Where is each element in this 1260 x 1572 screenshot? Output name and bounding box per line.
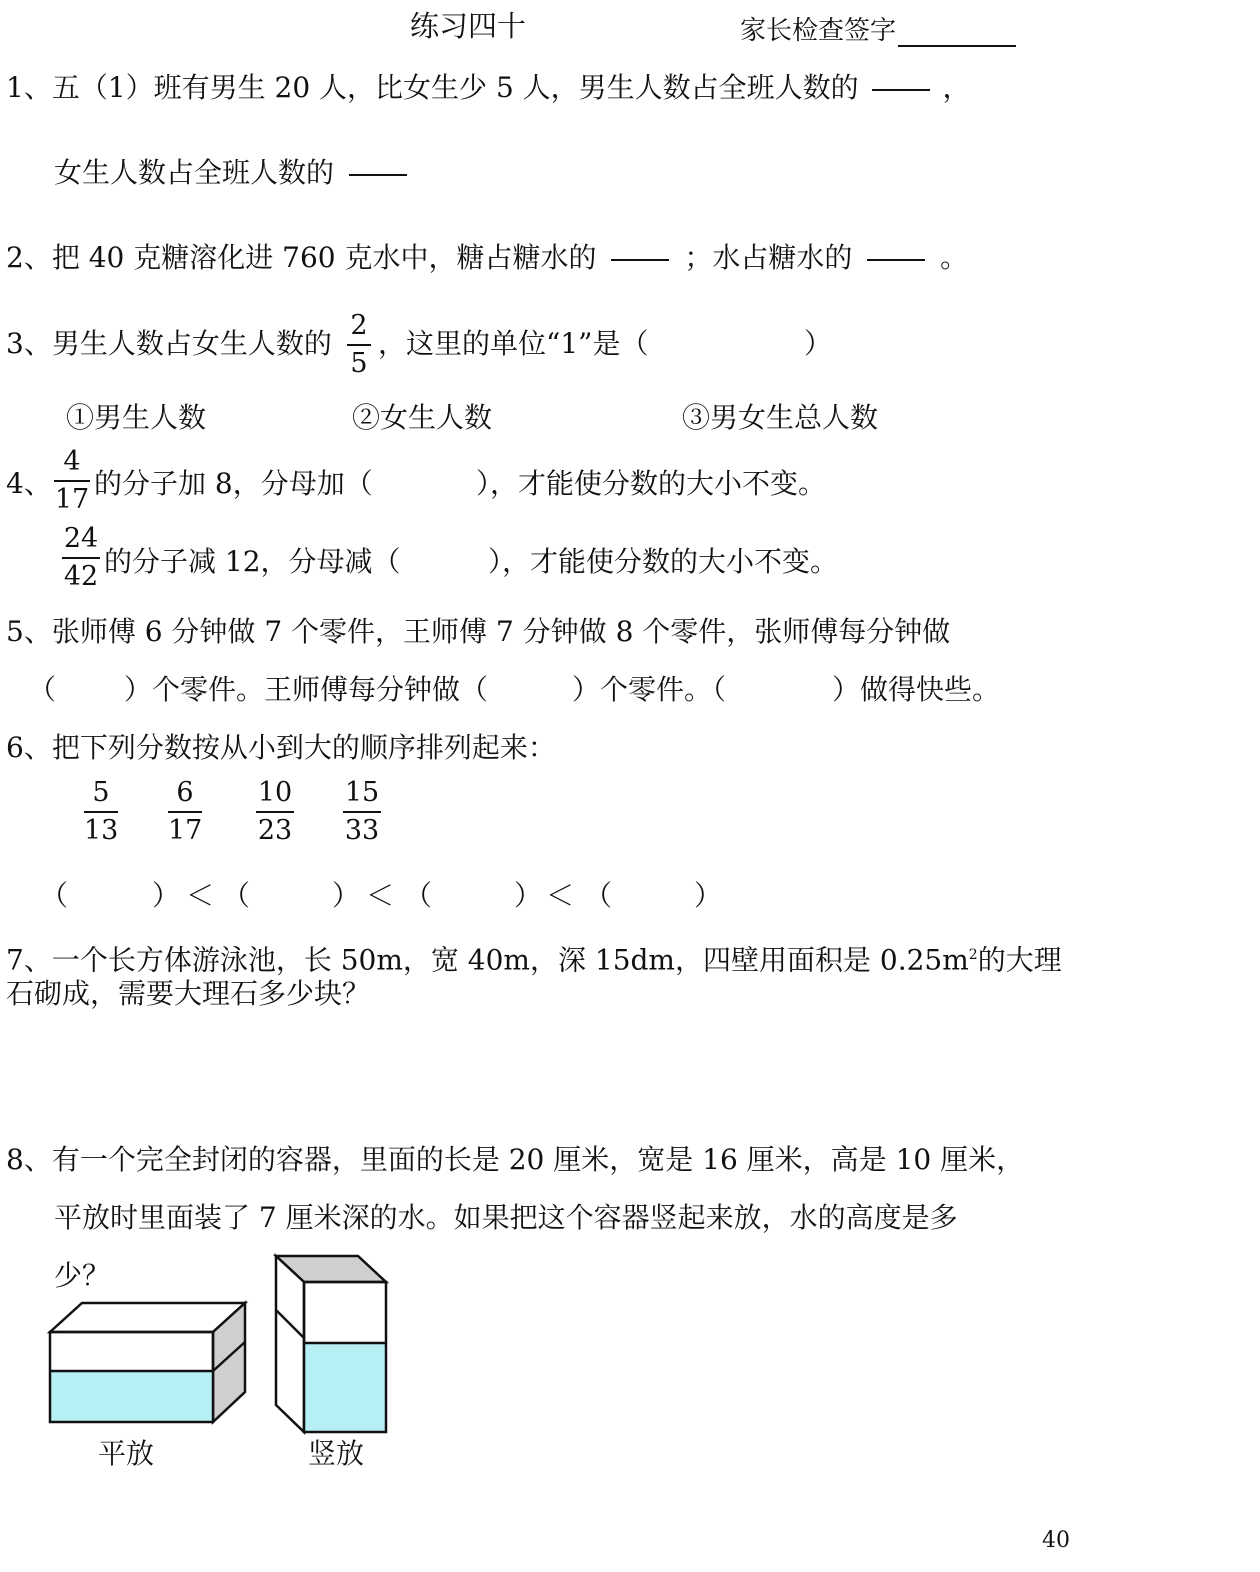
fraction-bar: [168, 811, 202, 813]
q1-text-2: 女生人数占全班人数的: [54, 156, 335, 189]
fraction-numerator: 24: [63, 523, 99, 554]
q1-text-end: ，: [942, 71, 971, 104]
answer-blank[interactable]: [349, 174, 407, 176]
fraction-bar: [84, 811, 118, 813]
order-paren-close-4: ）: [694, 879, 723, 912]
order-paren-open-4[interactable]: （: [584, 879, 613, 912]
order-paren-open-1[interactable]: （: [40, 879, 69, 912]
fraction-15-33: [343, 778, 381, 846]
order-paren-open-2[interactable]: （: [222, 879, 251, 912]
flat-water: [50, 1371, 213, 1422]
q2-text: 2、把 40 克糖溶化进 760 克水中，糖占糖水的: [6, 241, 597, 274]
parent-signature-label: 家长检查签字: [740, 16, 897, 46]
label-upright: 竖放: [308, 1437, 365, 1470]
order-paren-close-3: ）: [514, 879, 543, 912]
fraction-denominator: 5: [350, 348, 368, 379]
fraction-denominator: 33: [344, 815, 380, 846]
flat-top-face: [50, 1303, 245, 1332]
fraction-denominator: 23: [257, 815, 293, 846]
q2-text-3: 。: [940, 241, 969, 274]
q3-paren-close: ）: [804, 327, 833, 360]
q3-option-3[interactable]: ③男女生总人数: [682, 401, 879, 434]
superscript: 2: [968, 947, 978, 963]
label-flat: 平放: [98, 1437, 155, 1470]
upright-side-face: [276, 1256, 304, 1432]
q7-text-end: 的大理: [977, 943, 1062, 977]
q8-line-1: 8、有一个完全封闭的容器，里面的长是 20 厘米，宽是 16 厘米，高是 10 厘米，: [6, 1143, 1025, 1176]
q5-line-2-c: ）个零件。（: [572, 673, 727, 706]
signature-line[interactable]: [898, 45, 1016, 47]
order-paren-close-2: ）: [332, 879, 361, 912]
q8-line-3: 少？: [54, 1259, 111, 1292]
fraction-24-42: [62, 524, 100, 592]
order-paren-open-3[interactable]: （: [404, 879, 433, 912]
q6-line-1: 6、把下列分数按从小到大的顺序排列起来：: [6, 731, 556, 764]
q7-line-2: 石砌成，需要大理石多少块？: [6, 977, 371, 1010]
fraction-2-5: [347, 311, 371, 379]
fraction-numerator: 10: [257, 777, 293, 808]
less-than-sign: ＜: [366, 879, 395, 912]
fraction-bar: [343, 811, 381, 813]
q4-line-1: 的分子加 8，分母加（: [94, 467, 373, 500]
q3-option-1[interactable]: ①男生人数: [66, 401, 207, 434]
less-than-sign: ＜: [186, 879, 215, 912]
order-paren-close-1: ）: [152, 879, 181, 912]
q4-line-2-end: ），才能使分数的大小不变。: [488, 545, 839, 578]
q4-number: 4、: [6, 467, 52, 500]
fraction-numerator: 5: [92, 777, 110, 808]
answer-blank[interactable]: [611, 259, 669, 261]
fraction-numerator: 2: [350, 310, 368, 341]
q3-option-2[interactable]: ②女生人数: [352, 401, 493, 434]
q4-line-1-end: ），才能使分数的大小不变。: [476, 467, 827, 500]
answer-blank[interactable]: [872, 89, 930, 91]
fraction-denominator: 13: [84, 815, 119, 846]
fraction-denominator: 17: [168, 815, 203, 846]
fraction-4-17: [54, 447, 90, 515]
q3-text: 3、男生人数占女生人数的: [6, 327, 332, 360]
fraction-bar: [256, 811, 294, 813]
question-1-line-1: [6, 70, 971, 106]
q3-text-2: ，这里的单位“1”是（: [378, 327, 649, 360]
q2-text-2: ；水占糖水的: [684, 241, 853, 274]
fraction-numerator: 15: [344, 777, 380, 808]
q8-line-2: 平放时里面装了 7 厘米深的水。如果把这个容器竖起来放，水的高度是多: [54, 1201, 958, 1234]
flat-container: [50, 1303, 245, 1422]
q5-line-1: 5、张师傅 6 分钟做 7 个零件，王师傅 7 分钟做 8 个零件，张师傅每分钟做: [6, 615, 951, 648]
q5-line-2-b: ）个零件。王师傅每分钟做（: [124, 673, 489, 706]
fraction-bar: [62, 557, 100, 559]
q5-line-2-d: ）做得快些。: [832, 673, 1001, 706]
fraction-10-23: [256, 778, 294, 846]
fraction-denominator: 17: [54, 484, 90, 515]
q7-text: 7、一个长方体游泳池，长 50m，宽 40m，深 15dm，四壁用面积是 0.25m: [6, 943, 969, 977]
question-1-line-2: [54, 155, 407, 191]
answer-blank[interactable]: [867, 259, 925, 261]
container-diagrams: [0, 1240, 420, 1440]
q5-paren-open-1: （: [28, 673, 57, 706]
q7-line-1: [6, 937, 1062, 978]
page-title: 练习四十: [410, 9, 527, 43]
fraction-bar: [54, 480, 90, 482]
question-2: [6, 240, 968, 276]
fraction-numerator: 6: [176, 777, 194, 808]
q4-line-2: 的分子减 12，分母减（: [104, 545, 401, 578]
page-number: 40: [1042, 1528, 1070, 1553]
fraction-6-17: [168, 778, 202, 846]
fraction-5-13: [84, 778, 118, 846]
fraction-numerator: 4: [63, 446, 81, 477]
upright-water: [304, 1343, 386, 1432]
fraction-bar: [347, 344, 371, 346]
q1-text: 1、五（1）班有男生 20 人，比女生少 5 人，男生人数占全班人数的: [6, 71, 859, 104]
upright-container: [276, 1256, 386, 1432]
less-than-sign: ＜: [546, 879, 575, 912]
parent-signature: [740, 10, 1016, 47]
fraction-denominator: 42: [63, 561, 99, 592]
